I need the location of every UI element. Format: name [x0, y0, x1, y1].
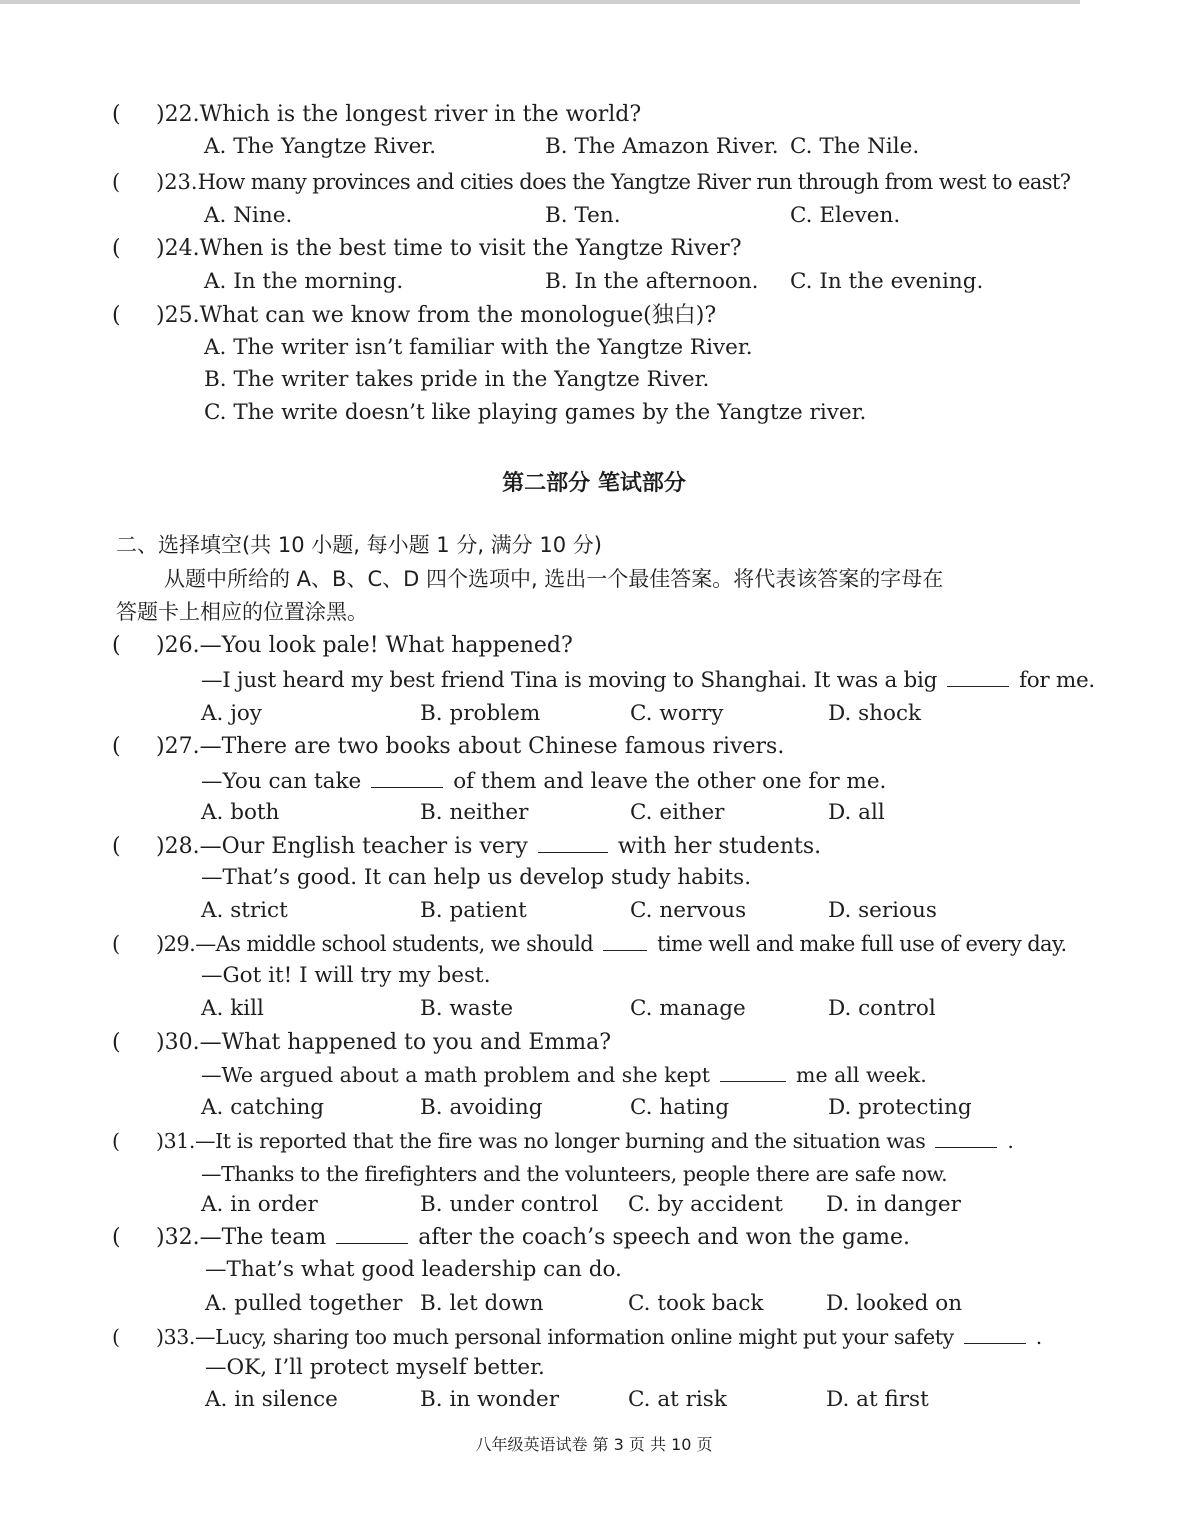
option-d: D. protecting [828, 1095, 972, 1120]
question-30 [112, 1027, 611, 1059]
question-number: )32. [156, 1225, 200, 1250]
dialogue-line-2: —Got it! I will try my best. [201, 963, 491, 988]
answer-blank [947, 664, 1009, 687]
question-number: )27. [156, 734, 200, 759]
dialogue-line-2 [201, 765, 886, 798]
option-b: B. Ten. [545, 203, 621, 228]
answer-paren: ( [112, 734, 121, 759]
question-24 [112, 233, 742, 265]
question-text: Which is the longest river in the world? [199, 102, 642, 127]
option-a: A. in silence [205, 1387, 338, 1412]
option-d: D. shock [828, 701, 922, 726]
option-b: B. patient [420, 898, 527, 923]
option-a: A. In the morning. [204, 269, 404, 294]
option-a: A. joy [201, 701, 262, 726]
option-c: C. by accident [628, 1192, 783, 1217]
answer-paren: ( [112, 633, 121, 658]
dialogue-text: for me. [1019, 668, 1095, 693]
dialogue-text: —As middle school students, we should [195, 932, 594, 956]
question-number: )25. [156, 303, 200, 328]
question-29 [112, 928, 1067, 960]
option-b: B. The writer takes pride in the Yangtze River. [204, 367, 710, 392]
question-number: )24. [156, 236, 200, 261]
question-22 [112, 99, 641, 131]
dialogue-line-2: —That’s good. It can help us develop study habits. [201, 865, 752, 890]
option-d: D. serious [828, 898, 937, 923]
option-c: C. worry [630, 701, 724, 726]
dialogue-text: —Our English teacher is very [199, 834, 528, 859]
question-32 [112, 1221, 910, 1253]
answer-paren: ( [112, 1129, 120, 1153]
dialogue-line-2: —OK, I’ll protect myself better. [205, 1355, 545, 1380]
dialogue-text: —I just heard my best friend Tina is moving to Shanghai. It was a big [201, 668, 938, 693]
option-a: A. pulled together [205, 1291, 403, 1316]
answer-paren: ( [112, 1325, 120, 1349]
option-c: C. The Nile. [790, 134, 920, 159]
part-two-heading: 第二部分 笔试部分 [502, 471, 686, 496]
option-c: C. hating [630, 1095, 730, 1120]
option-b: B. In the afternoon. [545, 269, 759, 294]
option-d: D. control [828, 996, 936, 1021]
option-c: C. Eleven. [790, 203, 901, 228]
question-25 [112, 300, 716, 332]
option-c: C. The write doesn’t like playing games by the Yangtze river. [204, 400, 867, 425]
dialogue-text: of them and leave the other one for me. [453, 769, 887, 794]
question-number: )22. [156, 102, 200, 127]
option-a: A. kill [201, 996, 264, 1021]
section-two-title: 二、选择填空(共 10 小题, 每小题 1 分, 满分 10 分) [116, 533, 602, 557]
option-b: B. let down [420, 1291, 544, 1316]
dialogue-line-2: —Thanks to the firefighters and the volunteers, people there are safe now. [201, 1162, 948, 1186]
dialogue-text: after the coach’s speech and won the game. [418, 1225, 910, 1250]
option-c: C. manage [630, 996, 746, 1021]
option-a: A. Nine. [204, 203, 293, 228]
option-a: A. catching [201, 1095, 325, 1120]
dialogue-line-1: —There are two books about Chinese famous rivers. [199, 734, 785, 759]
option-b: B. avoiding [420, 1095, 543, 1120]
dialogue-line-2 [201, 664, 1095, 697]
option-b: B. problem [420, 701, 541, 726]
question-33 [112, 1321, 1042, 1353]
answer-paren: ( [112, 170, 121, 194]
dialogue-text: —We argued about a math problem and she kept [201, 1063, 711, 1087]
top-edge-bar [0, 0, 1080, 4]
option-a: A. in order [201, 1192, 318, 1217]
dialogue-line-1: —You look pale! What happened? [199, 633, 573, 658]
answer-paren: ( [112, 1225, 121, 1250]
answer-paren: ( [112, 834, 121, 859]
answer-blank [964, 1321, 1026, 1344]
question-number: )33. [156, 1325, 195, 1349]
option-c: C. nervous [630, 898, 747, 923]
dialogue-text: —You can take [201, 769, 362, 794]
option-d: D. all [828, 800, 885, 825]
question-23 [112, 166, 1070, 198]
question-text: What can we know from the monologue(独白)? [199, 303, 717, 328]
section-two-instruction-1: 从题中所给的 A、B、C、D 四个选项中, 选出一个最佳答案。将代表该答案的字母在 [164, 567, 944, 591]
question-31 [112, 1125, 1013, 1157]
option-b: B. neither [420, 800, 529, 825]
question-number: )23. [156, 170, 198, 194]
answer-blank [336, 1221, 408, 1244]
option-a: A. The Yangtze River. [204, 134, 437, 159]
answer-paren: ( [112, 102, 121, 127]
section-two-instruction-2: 答题卡上相应的位置涂黑。 [116, 600, 368, 624]
option-c: C. at risk [628, 1387, 727, 1412]
dialogue-text: —Lucy, sharing too much personal information online might put your safety [195, 1325, 954, 1349]
answer-blank [538, 830, 608, 853]
answer-paren: ( [112, 236, 121, 261]
answer-blank [603, 928, 647, 951]
answer-paren: ( [112, 932, 120, 956]
option-d: D. looked on [826, 1291, 963, 1316]
dialogue-line-2: —That’s what good leadership can do. [205, 1257, 622, 1282]
question-27 [112, 731, 784, 763]
option-a: A. The writer isn’t familiar with the Yangtze River. [204, 335, 753, 360]
option-b: B. under control [420, 1192, 599, 1217]
question-text: When is the best time to visit the Yangtze River? [199, 236, 742, 261]
question-number: )28. [156, 834, 200, 859]
answer-paren: ( [112, 1030, 121, 1055]
option-b: B. The Amazon River. [545, 134, 779, 159]
question-number: )31. [156, 1129, 195, 1153]
dialogue-text: —The team [199, 1225, 327, 1250]
question-28 [112, 830, 821, 862]
question-26 [112, 630, 573, 662]
option-d: D. at first [826, 1387, 929, 1412]
dialogue-text: time well and make full use of every day. [657, 932, 1067, 956]
option-b: B. waste [420, 996, 514, 1021]
question-number: )26. [156, 633, 200, 658]
dialogue-text: . [1007, 1129, 1014, 1153]
dialogue-line-1: —What happened to you and Emma? [199, 1030, 612, 1055]
answer-blank [720, 1059, 786, 1082]
answer-paren: ( [112, 303, 121, 328]
question-text: How many provinces and cities does the Yangtze River run through from west to east? [197, 170, 1071, 194]
option-c: C. took back [628, 1291, 764, 1316]
dialogue-text: . [1035, 1325, 1042, 1349]
dialogue-line-2 [201, 1059, 927, 1091]
dialogue-text: —It is reported that the fire was no longer burning and the situation was [195, 1129, 926, 1153]
option-c: C. either [630, 800, 725, 825]
question-number: )30. [156, 1030, 200, 1055]
option-c: C. In the evening. [790, 269, 984, 294]
page-footer: 八年级英语试卷 第 3 页 共 10 页 [475, 1435, 713, 1454]
option-d: D. in danger [826, 1192, 961, 1217]
question-number: )29. [156, 932, 196, 956]
option-a: A. strict [201, 898, 288, 923]
option-a: A. both [201, 800, 280, 825]
dialogue-text: with her students. [617, 834, 822, 859]
answer-blank [371, 765, 443, 788]
answer-blank [935, 1125, 997, 1148]
option-b: B. in wonder [420, 1387, 559, 1412]
dialogue-text: me all week. [796, 1063, 927, 1087]
